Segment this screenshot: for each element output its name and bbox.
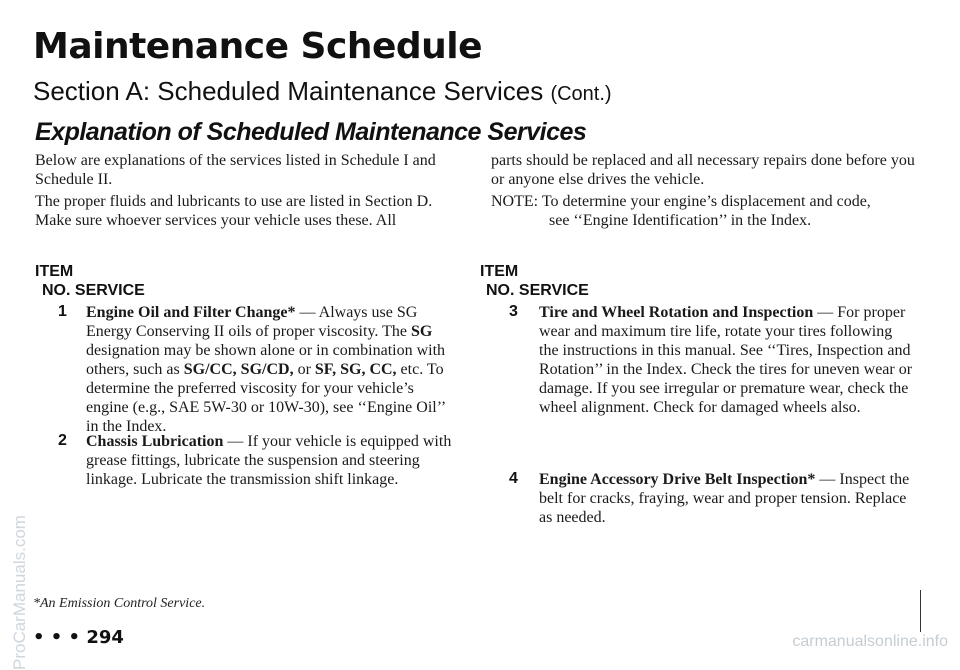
side-watermark-text: ProCarManuals.com [10, 515, 29, 670]
item-text-4: — Inspect the belt for cracks, fraying, wear and proper tension. Replace as needed. [539, 471, 910, 526]
item-title-1: Engine Oil and Filter Change* [86, 304, 296, 321]
item-codes-1a: SG/CC, SG/CD, [183, 361, 294, 378]
subsection-heading: Explanation of Scheduled Maintenance Services [35, 118, 587, 146]
item-number-4: 4 [509, 470, 518, 487]
note-line-2: see ‘‘Engine Identification’’ in the Index. [549, 212, 812, 229]
item-text-1c: or [293, 361, 315, 378]
item-text-1a: — Always use SG Energy Conserving II oils of proper viscosity. The [86, 304, 418, 340]
item-text-1b: designation may be shown alone or in combination with others, such as [86, 342, 446, 378]
item-entry-1 [86, 303, 456, 436]
item-text-2: — If your vehicle is equipped with grease fittings, lubricate the suspension and steering linkage. Lubricate the transmission shift linkage. [86, 433, 452, 488]
intro-paragraph-1: Below are explanations of the services listed in Schedule I and Schedule II. [35, 152, 436, 188]
section-heading-main: Section A: Scheduled Maintenance Services [33, 76, 544, 106]
item-text-1d: etc. To determine the preferred viscosity for your vehicle’s engine (e.g., SAE 5W-30 or 10W-30), see ‘‘Engine Oil’’ in the Index. [86, 361, 445, 435]
item-title-3: Tire and Wheel Rotation and Inspection [539, 304, 814, 321]
section-heading-suffix: (Cont.) [550, 83, 612, 105]
column-header-item-right: ITEM [480, 263, 519, 280]
column-header-item-left: ITEM [35, 263, 74, 280]
column-header-no-service-left: NO. SERVICE [42, 282, 145, 299]
item-text-3: — For proper wear and maximum tire life, rotate your tires following the instructions in this manual. See ‘‘Tires, Inspection and Rotation’’ in the Index. Check the tires for uneven wear or damage. If you see irregular or premature wear, check the wheel alignment. Check for damaged wheels also. [539, 304, 913, 416]
page-title: Maintenance Schedule [33, 26, 483, 67]
section-heading [33, 76, 612, 107]
intro-paragraph-2: The proper fluids and lubricants to use are listed in Section D. Make sure whoever services your vehicle uses these. All [35, 193, 433, 229]
note-paragraph [491, 192, 921, 230]
column-header-no-service-right: NO. SERVICE [486, 282, 589, 299]
item-number-1: 1 [58, 303, 67, 320]
item-number-2: 2 [58, 432, 67, 449]
item-entry-2 [86, 432, 456, 489]
item-entry-3 [539, 303, 914, 417]
footnote: *An Emission Control Service. [33, 596, 206, 611]
corner-watermark: carmanualsonline.info [792, 633, 948, 650]
vertical-rule [920, 590, 921, 632]
item-title-4: Engine Accessory Drive Belt Inspection* [539, 471, 816, 488]
intro-paragraph-3: parts should be replaced and all necessary repairs done before you or anyone else drives the vehicle. [491, 152, 915, 188]
page-number: • • • 294 [33, 627, 124, 648]
note-line-1: NOTE: To determine your engine’s displacement and code, [491, 193, 871, 210]
item-code-sg: SG [410, 323, 433, 340]
item-codes-1b: SF, SG, CC, [314, 361, 397, 378]
item-number-3: 3 [509, 303, 518, 320]
item-entry-4 [539, 470, 914, 527]
item-title-2: Chassis Lubrication [86, 433, 224, 450]
